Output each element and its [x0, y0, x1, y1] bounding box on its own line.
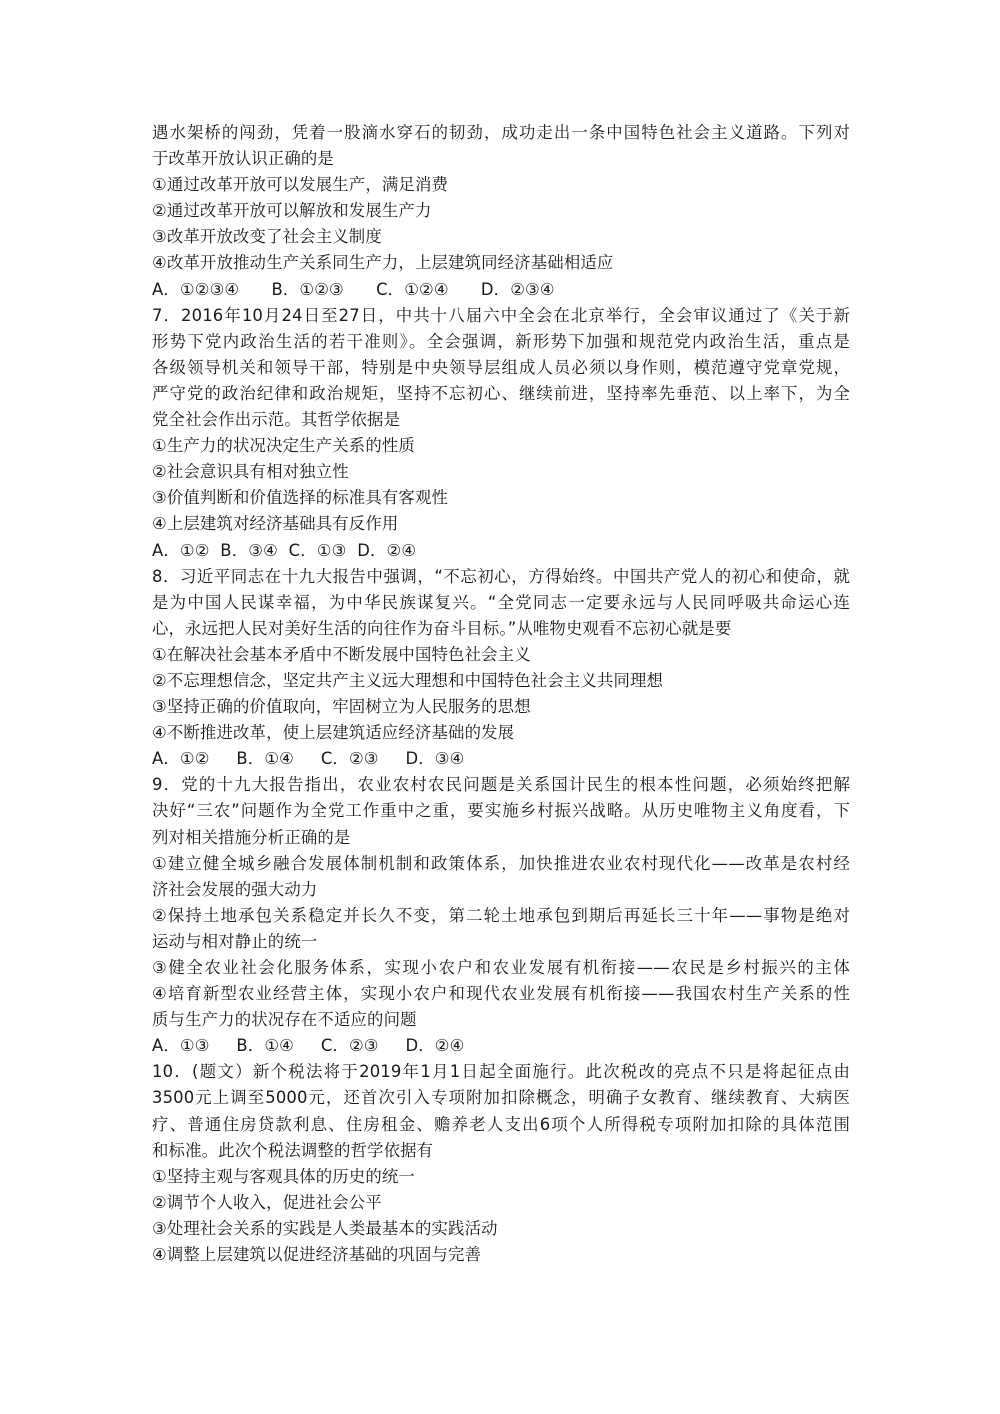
text-line: 于改革开放认识正确的是 — [152, 149, 334, 169]
text-line: ③健全农业社会化服务体系，实现小农户和农业发展有机衔接——农民是乡村振兴的主体 — [152, 958, 850, 977]
text-line: 疗、普通住房贷款利息、住房租金、赡养老人支出6项个人所得税专项附加扣除的具体范围 — [152, 1114, 850, 1134]
answer-options-line: A．①② B．③④ C．①③ D．②④ — [152, 540, 417, 560]
text-line: 10．(题文）新个税法将于2019年1月1日起全面施行。此次税改的亮点不只是将起征点由 — [152, 1062, 850, 1082]
text-line: 严守党的政治纪律和政治规矩，坚持不忘初心、继续前进，坚持率先垂范、以上率下，为全 — [152, 383, 850, 403]
document-page — [152, 120, 850, 1268]
text-line: 决好“三农”问题作为全党工作重中之重，要实施乡村振兴战略。从历史唯物主义角度看，下 — [152, 801, 850, 821]
text-line: 遇水架桥的闯劲，凭着一股滴水穿石的韧劲，成功走出一条中国特色社会主义道路。下列对 — [152, 123, 850, 142]
text-line: ①坚持主观与客观具体的历史的统一 — [152, 1166, 415, 1186]
answer-options-line: A．①②③④ B．①②③ C．①②④ D．②③④ — [152, 279, 555, 299]
text-line: ②调节个人收入，促进社会公平 — [152, 1192, 382, 1212]
text-line: 是为中国人民谋幸福，为中华民族谋复兴。“全党同志一定要永远与人民同呼吸共命运心连 — [152, 592, 850, 612]
text-line: ②不忘理想信念，坚定共产主义远大理想和中国特色社会主义共同理想 — [152, 670, 664, 690]
text-line: 济社会发展的强大动力 — [152, 879, 318, 899]
text-line: 9．党的十九大报告指出，农业农村农民问题是关系国计民生的根本性问题，必须始终把解 — [152, 775, 850, 795]
text-line: 和标准。此次个税法调整的哲学依据有 — [152, 1140, 434, 1160]
text-line: ①在解决社会基本矛盾中不断发展中国特色社会主义 — [152, 644, 531, 664]
text-line: ④调整上层建筑以促进经济基础的巩固与完善 — [152, 1245, 482, 1265]
text-line: ①通过改革开放可以发展生产，满足消费 — [152, 175, 449, 195]
text-line: 党全社会作出示范。其哲学依据是 — [152, 410, 401, 430]
text-line: ③处理社会关系的实践是人类最基本的实践活动 — [152, 1218, 498, 1238]
text-line: ②社会意识具有相对独立性 — [152, 462, 349, 482]
text-line: 心，永远把人民对美好生活的向往作为奋斗目标。”从唯物史观看不忘初心就是要 — [152, 618, 732, 638]
text-line: 3500元上调至5000元，还首次引入专项附加扣除概念，明确子女教育、继续教育、大病医 — [152, 1088, 850, 1108]
text-line: 7．2016年10月24日至27日，中共十八届六中全会在北京举行，全会审议通过了《关于新 — [152, 305, 850, 325]
text-line: ④改革开放推动生产关系同生产力，上层建筑同经济基础相适应 — [152, 253, 614, 273]
answer-options-line: A．①③ B．①④ C．②③ D．②④ — [152, 1036, 465, 1056]
text-line: ④上层建筑对经济基础具有反作用 — [152, 514, 399, 534]
answer-options-line: A．①② B．①④ C．②③ D．③④ — [152, 749, 465, 769]
text-line: ②保持土地承包关系稳定并长久不变，第二轮土地承包到期后再延长三十年——事物是绝对 — [152, 905, 850, 925]
text-line: 8．习近平同志在十九大报告中强调，“不忘初心，方得始终。中国共产党人的初心和使命，就 — [152, 566, 850, 586]
text-line: ③改革开放改变了社会主义制度 — [152, 227, 382, 247]
text-line: 列对相关措施分析正确的是 — [152, 827, 351, 847]
text-line: 质与生产力的状况存在不适应的问题 — [152, 1010, 417, 1030]
text-line: ③价值判断和价值选择的标准具有客观性 — [152, 488, 449, 508]
text-line: ②通过改革开放可以解放和发展生产力 — [152, 201, 432, 221]
text-line: 运动与相对静止的统一 — [152, 931, 318, 951]
text-line: ①生产力的状况决定生产关系的性质 — [152, 436, 415, 456]
text-line: ③坚持正确的价值取向，牢固树立为人民服务的思想 — [152, 697, 531, 717]
text-line: 形势下党内政治生活的若干准则》。全会强调，新形势下加强和规范党内政治生活，重点是 — [152, 331, 850, 351]
text-line: 各级领导机关和领导干部，特别是中央领导层组成人员必须以身作则，模范遵守党章党规， — [152, 357, 850, 377]
text-line: ④培育新型农业经营主体，实现小农户和现代农业发展有机衔接——我国农村生产关系的性 — [152, 984, 850, 1004]
text-line: ④不断推进改革，使上层建筑适应经济基础的发展 — [152, 723, 515, 743]
text-line: ①建立健全城乡融合发展体制机制和政策体系，加快推进农业农村现代化——改革是农村经 — [152, 853, 850, 873]
